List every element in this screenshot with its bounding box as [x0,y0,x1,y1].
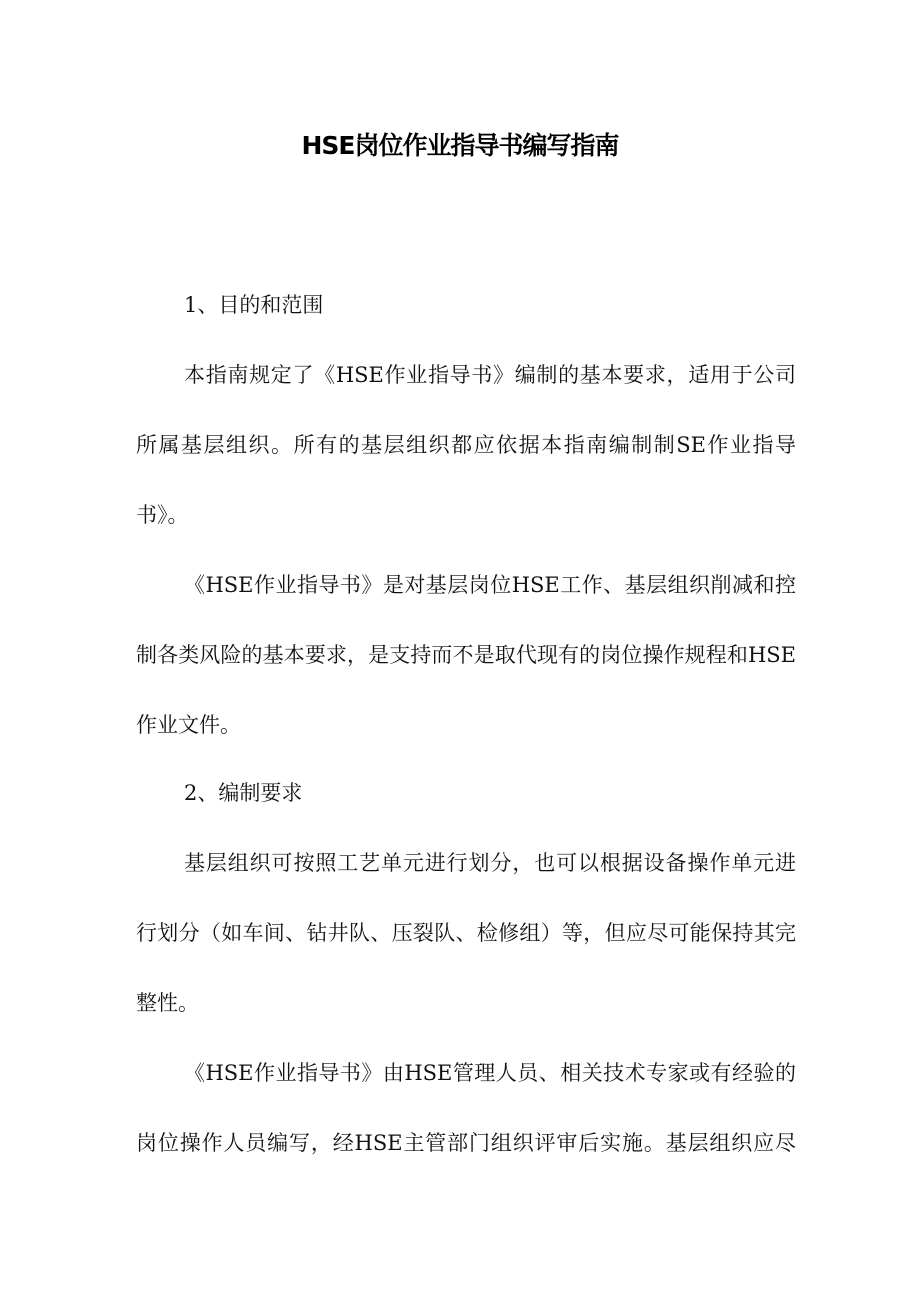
paragraph-line: 书》。 [136,503,189,527]
paragraph-line: 所属基层组织。所有的基层组织都应依据本指南编制制SE作业指导 [136,433,796,457]
paragraph-line: 本指南规定了《HSE作业指导书》编制的基本要求，适用于公司 [184,363,796,387]
paragraph-line: 《HSE作业指导书》由HSE管理人员、相关技术专家或有经验的 [184,1061,796,1085]
paragraph-line: 制各类风险的基本要求，是支持而不是取代现有的岗位操作规程和HSE [136,643,796,667]
section-heading-purpose-scope: 1、目的和范围 [184,293,324,317]
paragraph-line: 《HSE作业指导书》是对基层岗位HSE工作、基层组织削减和控 [184,573,796,597]
paragraph-line: 岗位操作人员编写，经HSE主管部门组织评审后实施。基层组织应尽 [136,1131,796,1155]
paragraph-line: 基层组织可按照工艺单元进行划分，也可以根据设备操作单元进 [184,851,796,875]
section-heading-requirements: 2、编制要求 [184,781,303,805]
paragraph-line: 整性。 [136,991,199,1015]
paragraph-line: 行划分（如车间、钻井队、压裂队、检修组）等，但应尽可能保持其完 [136,921,796,945]
document-title: HSE岗位作业指导书编写指南 [301,131,619,160]
paragraph-line: 作业文件。 [136,713,241,737]
